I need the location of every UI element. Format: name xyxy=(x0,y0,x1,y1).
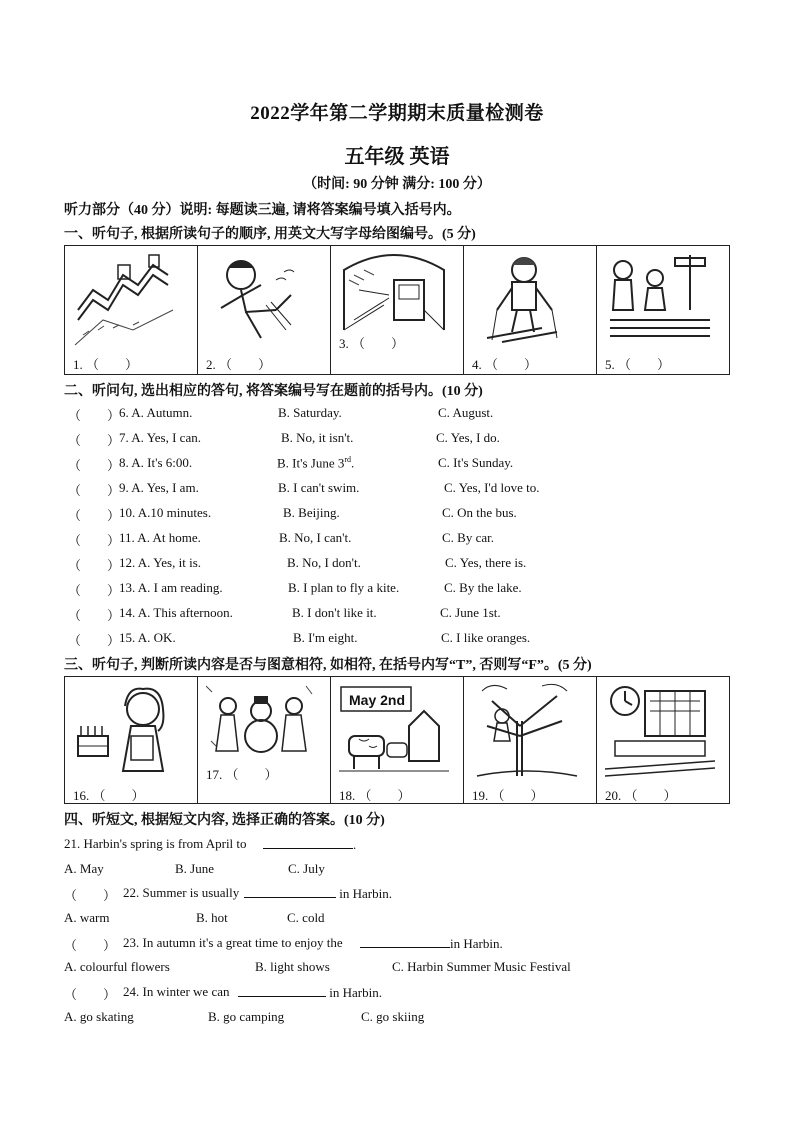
option-a: A. colourful flowers xyxy=(64,959,170,974)
option-c: C. On the bus. xyxy=(442,505,517,520)
section4-heading: 四、听短文, 根据短文内容, 选择正确的答案。(10 分) xyxy=(64,813,385,828)
girl-birthday-cake-icon xyxy=(73,681,183,781)
answer-paren[interactable]: （ ） xyxy=(64,987,117,1002)
great-wall-icon xyxy=(73,250,183,350)
option-a: 6. A. Autumn. xyxy=(119,405,193,420)
picture-cell-3 xyxy=(331,246,464,374)
picture-label-1: 1. （ ） xyxy=(73,357,139,372)
exam-time-info: （时间: 90 分钟 满分: 100 分） xyxy=(303,177,491,192)
girl-in-tree-icon xyxy=(472,681,582,781)
option-b: B. go camping xyxy=(208,1009,285,1024)
option-c: C. Harbin Summer Music Festival xyxy=(392,959,571,974)
picture-cell-5 xyxy=(597,246,729,374)
option-b: B. I plan to fly a kite. xyxy=(288,580,400,595)
question-stem: 21. Harbin's spring is from April to xyxy=(64,836,247,851)
option-b: B. I'm eight. xyxy=(293,630,358,645)
question-stem: 23. In autumn it's a great time to enjoy the xyxy=(123,935,343,950)
section3-picture-grid xyxy=(64,676,730,804)
picture-cell-19 xyxy=(464,677,597,803)
option-b: B. I don't like it. xyxy=(292,605,377,620)
picture-cell-1 xyxy=(65,246,198,374)
option-c: C. Yes, there is. xyxy=(445,555,527,570)
option-b: B. hot xyxy=(196,910,228,925)
farm-animals-icon xyxy=(339,681,449,781)
section1-heading: 一、听句子, 根据所读句子的顺序, 用英文大写字母给图编号。(5 分) xyxy=(64,227,476,242)
option-a: 9. A. Yes, I am. xyxy=(119,480,199,495)
option-a: 12. A. Yes, it is. xyxy=(119,555,201,570)
option-c: C. By car. xyxy=(442,530,494,545)
picture-label-5: 5. （ ） xyxy=(605,357,671,372)
option-b: B. No, I can't. xyxy=(279,530,352,545)
picture-label-20: 20. （ ） xyxy=(605,788,677,803)
answer-paren[interactable]: （ ） xyxy=(68,508,121,523)
answer-paren[interactable]: （ ） xyxy=(64,938,117,953)
children-snowman-icon xyxy=(206,681,316,761)
train-station-clock-icon xyxy=(605,681,715,781)
option-b-period: . xyxy=(351,455,355,471)
section2-heading: 二、听问句, 选出相应的答句, 将答案编号写在题前的括号内。(10 分) xyxy=(64,384,483,399)
subway-train-icon xyxy=(339,250,449,335)
option-c: C. I like oranges. xyxy=(441,630,531,645)
option-b: B. Saturday. xyxy=(278,405,342,420)
stem-end: in Harbin. xyxy=(336,886,392,901)
picture-label-3: 3. （ ） xyxy=(339,336,405,351)
picture-cell-17 xyxy=(198,677,331,803)
listening-intro: 听力部分（40 分）说明: 每题读三遍, 请将答案编号填入括号内。 xyxy=(64,203,461,218)
picture-cell-2 xyxy=(198,246,331,374)
option-c: C. go skiing xyxy=(361,1009,425,1024)
boy-skiing-icon xyxy=(472,250,582,350)
answer-paren[interactable]: （ ） xyxy=(68,533,121,548)
option-b: B. June xyxy=(175,861,214,876)
option-b: B. light shows xyxy=(255,959,330,974)
option-c: C. June 1st. xyxy=(440,605,501,620)
pedestrian-crossing-icon xyxy=(605,250,715,350)
option-b: B. Beijing. xyxy=(283,505,340,520)
girl-kicking-icon xyxy=(206,250,316,350)
answer-paren[interactable]: （ ） xyxy=(68,433,121,448)
option-a: A. warm xyxy=(64,910,110,925)
option-c: C. By the lake. xyxy=(444,580,522,595)
answer-blank[interactable] xyxy=(263,836,356,853)
picture-label-17: 17. （ ） xyxy=(206,767,278,782)
exam-subtitle: 五年级 英语 xyxy=(344,146,450,168)
option-b: B. No, it isn't. xyxy=(281,430,354,445)
answer-blank[interactable] xyxy=(360,935,503,952)
option-a: 14. A. This afternoon. xyxy=(119,605,233,620)
picture-label-2: 2. （ ） xyxy=(206,357,272,372)
option-b: B. No, I don't. xyxy=(287,555,361,570)
section3-heading: 三、听句子, 判断所读内容是否与图意相符, 如相符, 在括号内写“T”, 否则写“F”。(5 分) xyxy=(64,658,592,673)
exam-title: 2022学年第二学期期末质量检测卷 xyxy=(250,103,544,124)
answer-paren[interactable]: （ ） xyxy=(68,458,121,473)
option-a: 7. A. Yes, I can. xyxy=(119,430,201,445)
answer-paren[interactable]: （ ） xyxy=(68,583,121,598)
question-stem: 24. In winter we can xyxy=(123,984,230,999)
option-c: C. July xyxy=(288,861,325,876)
stem-end: in Harbin. xyxy=(450,936,503,951)
answer-paren[interactable]: （ ） xyxy=(68,608,121,623)
picture-label-19: 19. （ ） xyxy=(472,788,544,803)
answer-paren[interactable]: （ ） xyxy=(68,483,121,498)
stem-end: in Harbin. xyxy=(326,985,382,1000)
option-a: 11. A. At home. xyxy=(119,530,201,545)
answer-blank[interactable] xyxy=(238,984,382,1001)
option-c: C. August. xyxy=(438,405,494,420)
picture-cell-20 xyxy=(597,677,729,803)
stem-end: . xyxy=(353,837,357,852)
answer-paren[interactable]: （ ） xyxy=(68,408,121,423)
may-2nd-sign: May 2nd xyxy=(349,692,406,708)
option-a: 10. A.10 minutes. xyxy=(119,505,212,520)
picture-label-16: 16. （ ） xyxy=(73,788,145,803)
option-a: A. May xyxy=(64,861,104,876)
ordinal-suffix: rd xyxy=(344,455,352,464)
option-a: 13. A. I am reading. xyxy=(119,580,223,595)
option-c: C. It's Sunday. xyxy=(438,455,514,470)
answer-paren[interactable]: （ ） xyxy=(64,888,117,903)
answer-blank[interactable] xyxy=(244,885,392,902)
question-stem: 22. Summer is usually xyxy=(123,885,240,900)
answer-paren[interactable]: （ ） xyxy=(68,558,121,573)
option-c: C. Yes, I do. xyxy=(436,430,500,445)
option-b: B. It's June 3 xyxy=(277,455,345,471)
option-a: A. go skating xyxy=(64,1009,134,1024)
option-a: 8. A. It's 6:00. xyxy=(119,455,193,470)
picture-label-18: 18. （ ） xyxy=(339,788,411,803)
picture-cell-4 xyxy=(464,246,597,374)
option-c: C. Yes, I'd love to. xyxy=(444,480,540,495)
option-b: B. I can't swim. xyxy=(278,480,360,495)
section1-picture-grid xyxy=(64,245,730,375)
picture-cell-18 xyxy=(331,677,464,803)
option-a: 15. A. OK. xyxy=(119,630,176,645)
option-c: C. cold xyxy=(287,910,325,925)
picture-label-4: 4. （ ） xyxy=(472,357,538,372)
picture-cell-16 xyxy=(65,677,198,803)
answer-paren[interactable]: （ ） xyxy=(68,633,121,648)
